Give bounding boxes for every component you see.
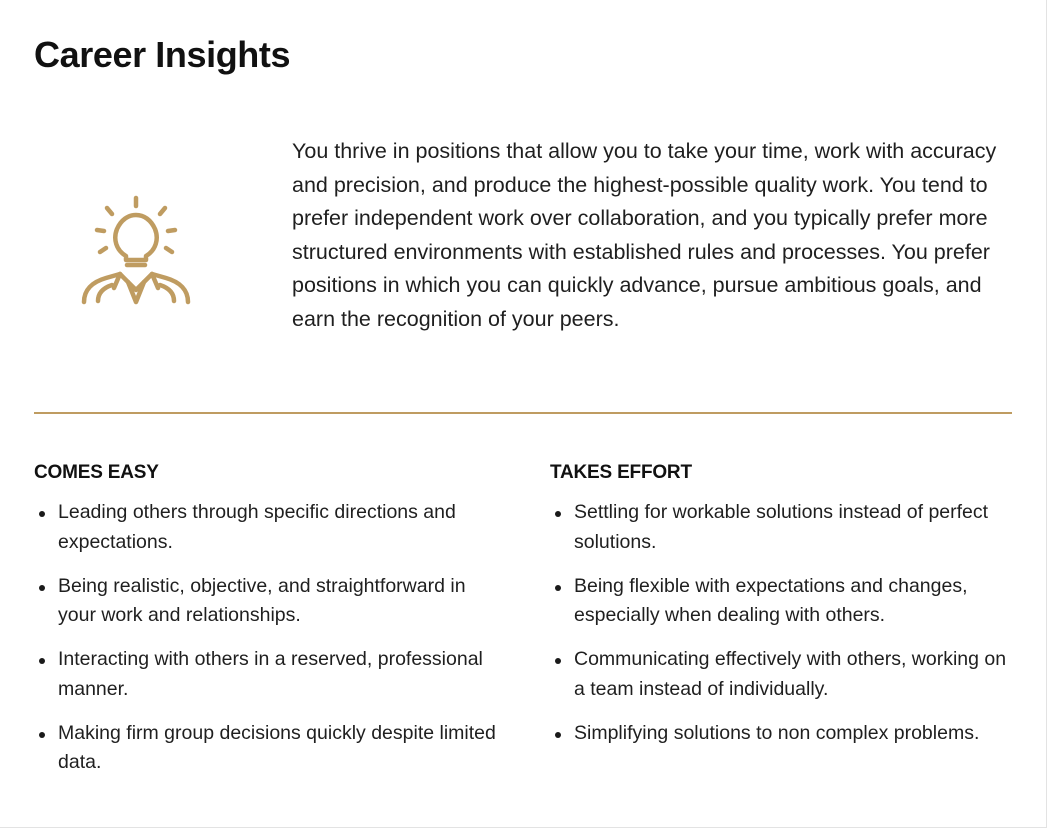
list-item-text: Being realistic, objective, and straightforward in your work and relationships. [58,574,466,626]
comes-easy-list [34,498,504,778]
section-divider [34,412,1012,414]
bullet-dot-icon [555,511,561,517]
career-summary-text: You thrive in positions that allow you to take your time, work with accuracy and precision, and produce the highest-possible quality work. You tend to prefer independent work over collaboration, and you typically prefer more structured environments with established rules and processes. You prefer positions in which you can quickly advance, pursue ambitious goals, and earn the recognition of your peers. [292,139,997,331]
comes-easy-heading: COMES EASY [34,462,159,483]
list-item-text: Making firm group decisions quickly despite limited data. [58,721,496,773]
list-item [550,645,1020,704]
list-item [34,498,504,557]
list-item-text: Simplifying solutions to non complex problems. [574,721,980,744]
list-item-text: Interacting with others in a reserved, professional manner. [58,648,483,700]
takes-effort-heading: TAKES EFFORT [550,462,692,483]
bullet-dot-icon [39,658,45,664]
list-item [34,719,504,778]
list-item-text: Communicating effectively with others, working on a team instead of individually. [574,648,1007,700]
bullet-dot-icon [39,585,45,591]
lightbulb-person-icon [78,194,194,312]
comes-easy-section [34,458,504,792]
list-item [550,719,1020,749]
takes-effort-section [550,458,1020,763]
list-item-text: Being flexible with expectations and changes, especially when dealing with others. [574,574,968,626]
list-item [550,572,1020,631]
list-item-text: Settling for workable solutions instead of perfect solutions. [574,501,989,553]
bullet-dot-icon [555,732,561,738]
bullet-dot-icon [555,585,561,591]
list-item [550,498,1020,557]
takes-effort-list [550,498,1020,748]
list-item [34,645,504,704]
page-title: Career Insights [34,34,291,75]
bullet-dot-icon [39,732,45,738]
bullet-dot-icon [39,511,45,517]
bullet-dot-icon [555,658,561,664]
list-item-text: Leading others through specific directions and expectations. [58,501,456,553]
list-item [34,572,504,631]
